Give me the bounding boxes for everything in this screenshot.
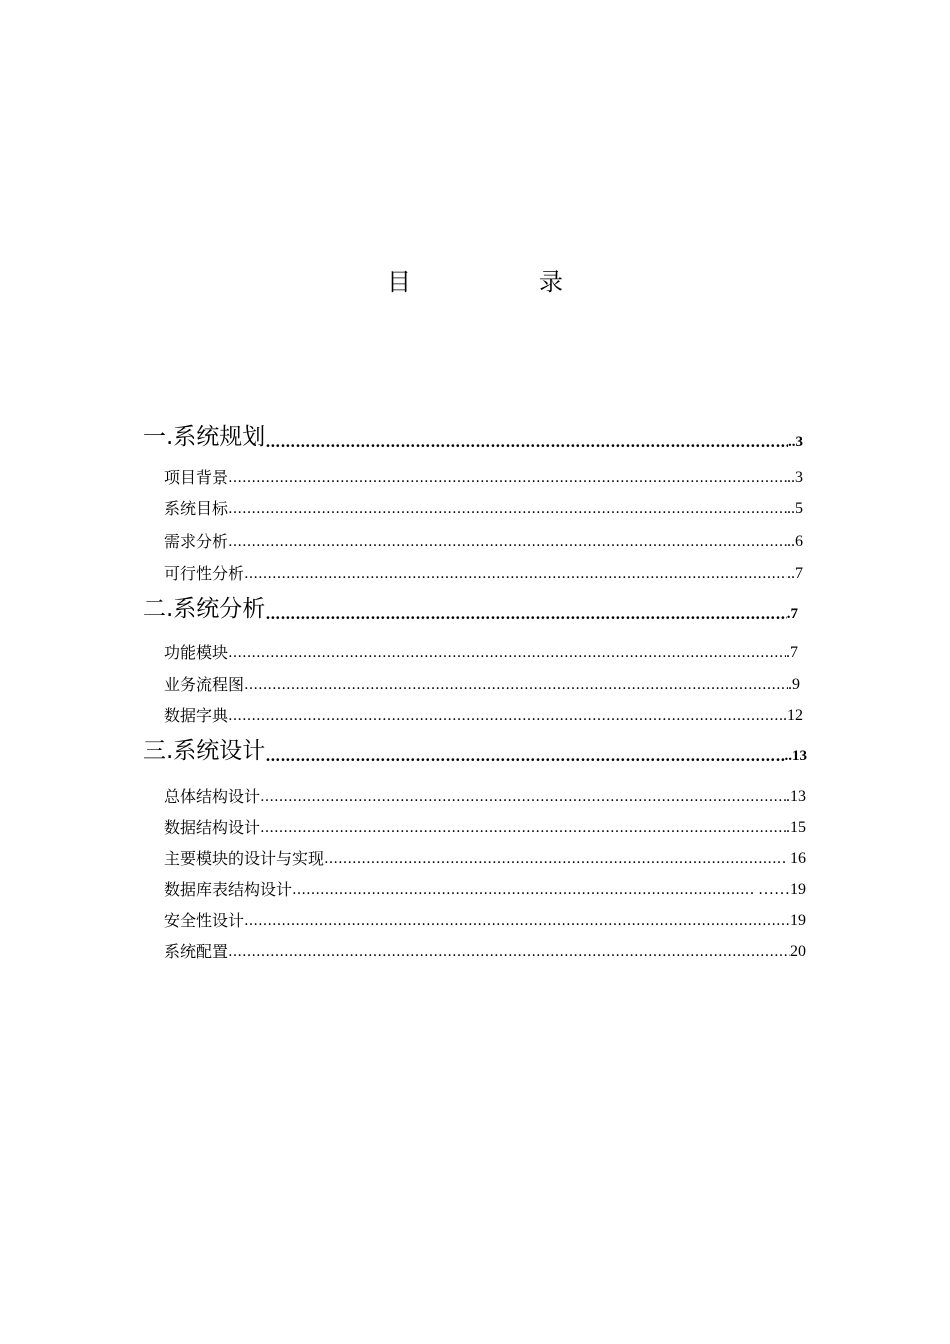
toc-section-2-3[interactable] <box>164 703 803 727</box>
toc-section-label: 项目背景 <box>164 468 229 487</box>
toc-section-1-3[interactable] <box>164 529 803 553</box>
toc-page-number: 19 <box>790 912 806 929</box>
toc-leader-dots <box>228 500 787 518</box>
toc-chapter-3[interactable] <box>143 732 807 766</box>
toc-section-label: 需求分析 <box>164 532 229 551</box>
toc-page-number: ..6 <box>787 533 803 550</box>
toc-page-number: 20 <box>790 943 806 960</box>
toc-leader-dots <box>292 881 750 899</box>
toc-page-number: ..7 <box>787 565 803 582</box>
toc-page-number: .9 <box>788 676 800 693</box>
toc-leader-dots <box>265 434 788 450</box>
toc-section-2-1[interactable] <box>164 640 798 664</box>
toc-leader-dots <box>260 819 786 837</box>
toc-section-3-5[interactable] <box>164 908 806 932</box>
toc-chapter-1[interactable] <box>143 418 803 452</box>
toc-chapter-label: 一.系统规划 <box>143 424 266 450</box>
toc-section-3-6[interactable] <box>164 939 806 963</box>
toc-leader-dots <box>228 469 787 487</box>
toc-leader-dots <box>265 748 784 764</box>
toc-leader-dots <box>244 676 788 694</box>
toc-chapter-label: 三.系统设计 <box>143 738 266 764</box>
toc-section-1-4[interactable] <box>164 561 803 585</box>
toc-leader-dots <box>228 533 787 551</box>
toc-leader-dots <box>244 565 787 583</box>
toc-section-3-3[interactable] <box>164 846 806 870</box>
toc-leader-dots <box>265 606 786 622</box>
toc-section-label: 功能模块 <box>164 643 229 662</box>
toc-page-number: ..3 <box>788 434 803 450</box>
toc-section-3-4[interactable] <box>164 877 806 901</box>
toc-leader-dots <box>260 788 786 806</box>
toc-page-number: .15 <box>786 819 806 836</box>
toc-section-3-1[interactable] <box>164 784 806 808</box>
toc-section-label: 可行性分析 <box>164 564 245 583</box>
toc-leader-dots <box>324 850 782 868</box>
toc-section-label: 数据结构设计 <box>164 818 261 837</box>
toc-section-3-2[interactable] <box>164 815 806 839</box>
toc-section-2-2[interactable] <box>164 672 800 696</box>
toc-page-number: ..13 <box>784 748 807 764</box>
toc-page-number: . 16 <box>782 850 806 867</box>
toc-section-label: 安全性设计 <box>164 911 245 930</box>
toc-leader-dots <box>228 644 786 662</box>
toc-page-number: .12 <box>783 707 803 724</box>
page-title: 目 录 <box>387 268 615 296</box>
toc-leader-dots <box>244 912 790 930</box>
toc-section-1-2[interactable] <box>164 496 803 520</box>
toc-section-label: 主要模块的设计与实现 <box>164 849 325 868</box>
toc-leader-dots <box>228 943 790 961</box>
toc-chapter-2[interactable] <box>143 590 798 624</box>
toc-page-number: .13 <box>786 788 806 805</box>
toc-page-number: .7 <box>786 606 798 622</box>
toc-section-1-1[interactable] <box>164 465 803 489</box>
toc-chapter-label: 二.系统分析 <box>143 596 266 622</box>
toc-page-number: . ……19 <box>750 881 806 898</box>
toc-page-number: ..5 <box>787 500 803 517</box>
toc-section-label: 系统配置 <box>164 942 229 961</box>
toc-section-label: 系统目标 <box>164 499 229 518</box>
toc-section-label: 总体结构设计 <box>164 787 261 806</box>
toc-section-label: 数据字典 <box>164 706 229 725</box>
toc-section-label: 数据库表结构设计 <box>164 880 293 899</box>
toc-page-number: ..3 <box>787 469 803 486</box>
toc-leader-dots <box>228 707 783 725</box>
toc-section-label: 业务流程图 <box>164 675 245 694</box>
toc-page-number: .7 <box>786 644 798 661</box>
